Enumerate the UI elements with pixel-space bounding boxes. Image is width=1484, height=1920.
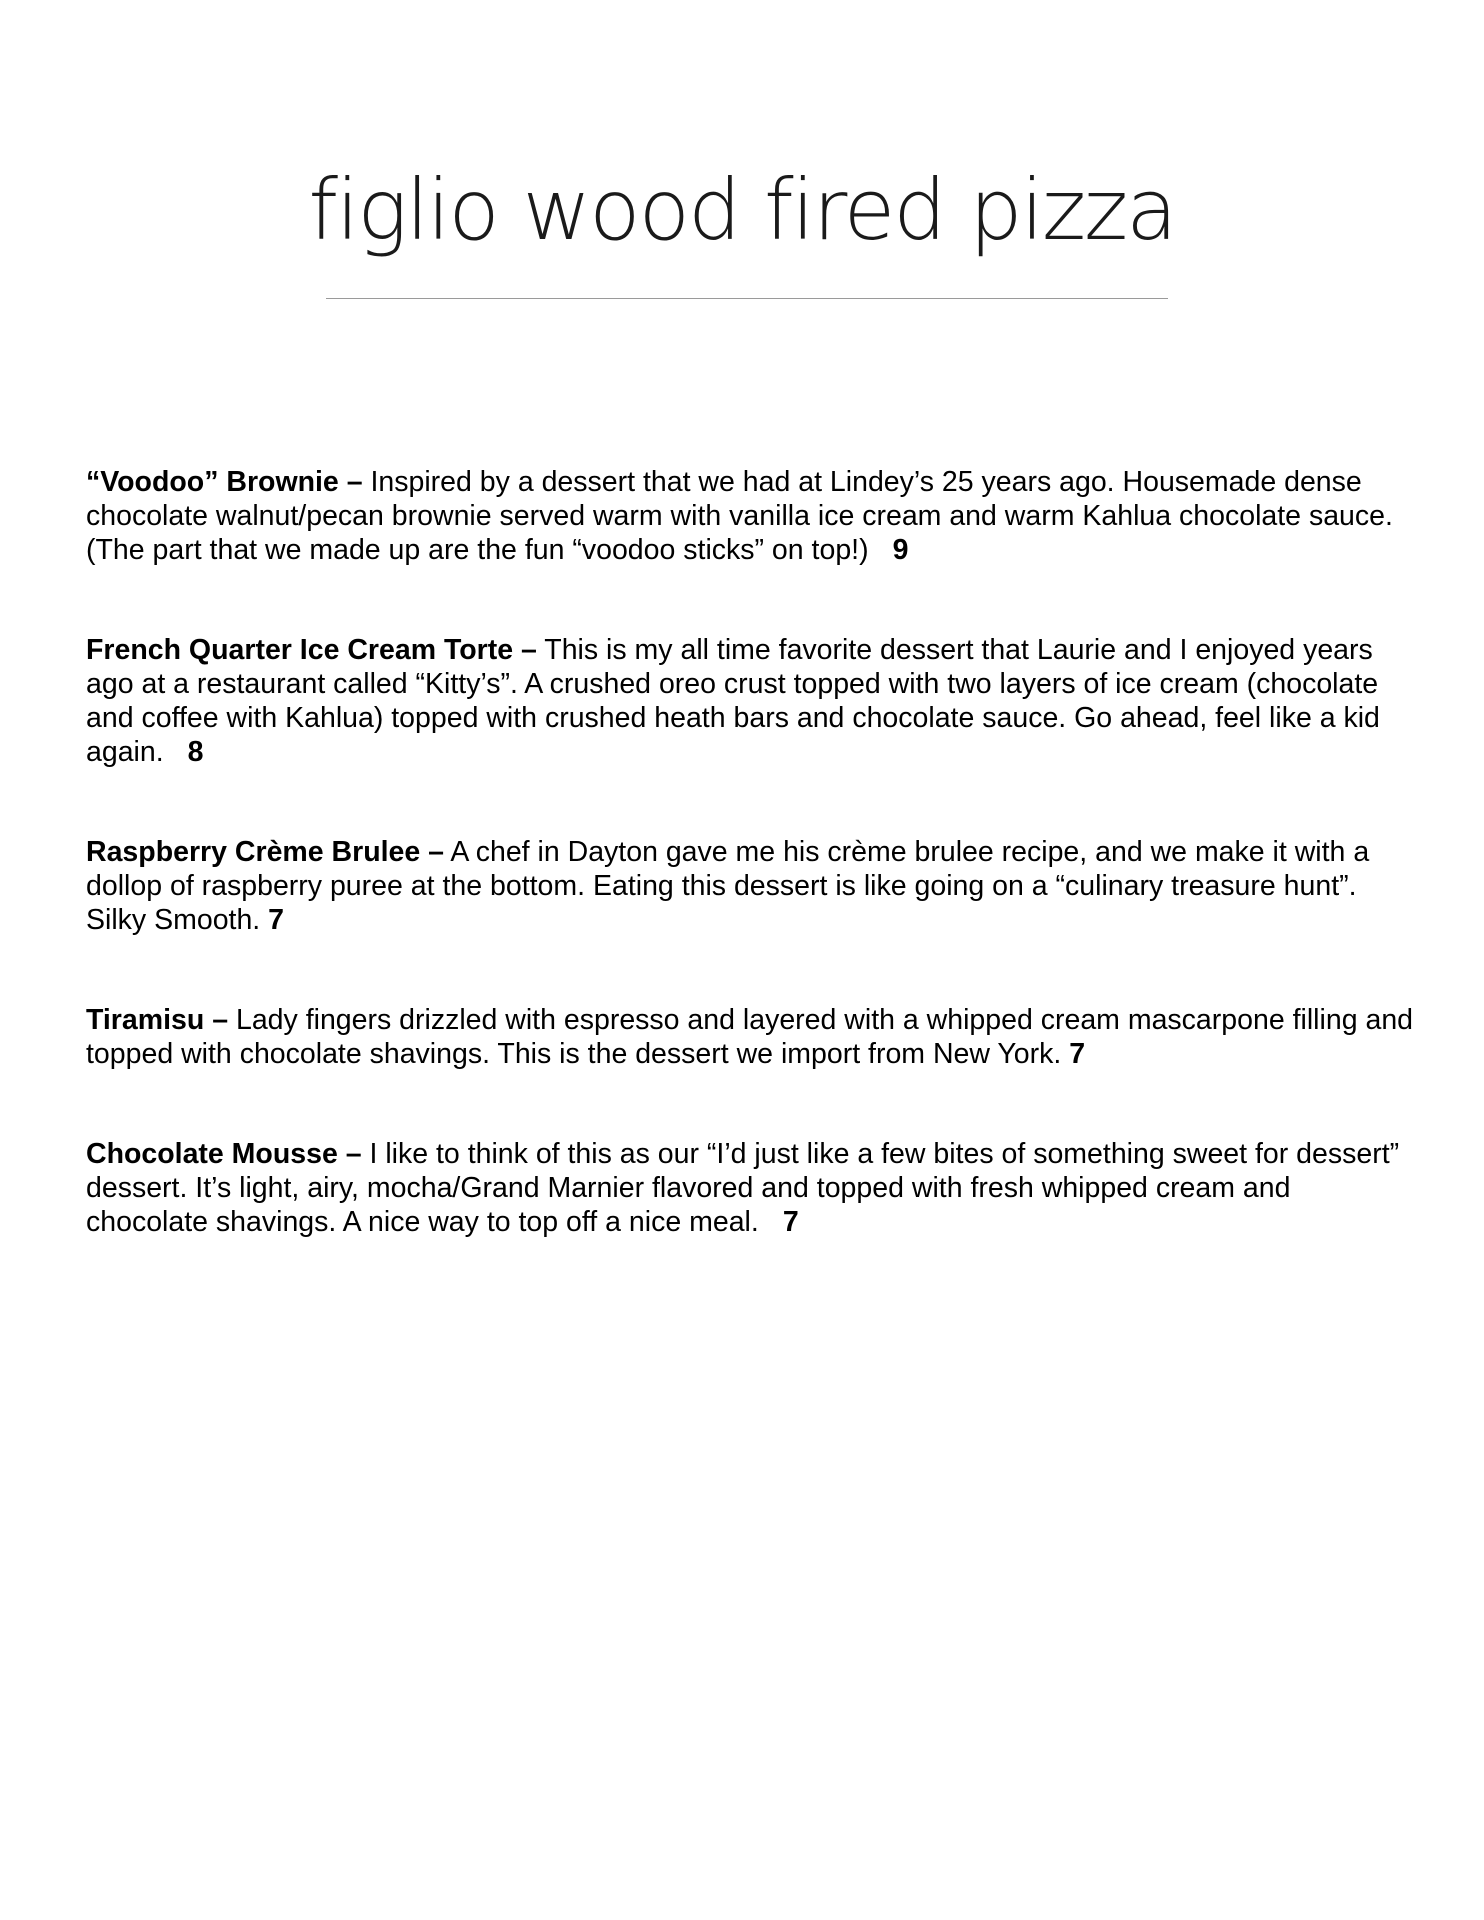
item-description: I like to think of this as our “I’d just like a few bites of something sweet for dessert” dessert. It’s light, airy, mocha/Grand Marnier flavored and topped with fresh whipped cream and chocolate shavings. A nice way to top off a nice meal. [86, 1138, 1400, 1238]
item-description: Lady fingers drizzled with espresso and layered with a whipped cream mascarpone filling and topped with chocolate shavings. This is the dessert we import from New York. [86, 1004, 1414, 1070]
item-price: 7 [268, 904, 285, 936]
item-price: 9 [892, 534, 909, 566]
item-description: A chef in Dayton gave me his crème brulee recipe, and we make it with a dollop of raspberry puree at the bottom. Eating this dessert is like going on a “culinary treasure hunt”. Silky Smooth. [86, 836, 1370, 936]
menu-item-tiramisu [86, 1003, 1416, 1071]
page-title: figlio wood fired pizza [308, 161, 1176, 259]
item-name: French Quarter Ice Cream Torte – [86, 634, 537, 666]
item-price: 8 [187, 736, 204, 768]
dessert-menu [86, 465, 1416, 1305]
item-name: Chocolate Mousse – [86, 1138, 362, 1170]
title-divider [326, 298, 1168, 299]
item-price: 7 [782, 1206, 799, 1238]
menu-item-chocolate-mousse [86, 1137, 1416, 1239]
menu-item-french-quarter-torte [86, 633, 1416, 769]
item-name: Raspberry Crème Brulee – [86, 836, 445, 868]
menu-item-voodoo-brownie [86, 465, 1416, 567]
item-description: Inspired by a dessert that we had at Lindey’s 25 years ago. Housemade dense chocolate walnut/pecan brownie served warm with vanilla ice cream and warm Kahlua chocolate sauce. (The part that we made up are the fun “voodoo sticks” on top!) [86, 466, 1393, 566]
item-price: 7 [1069, 1038, 1086, 1070]
menu-item-raspberry-creme-brulee [86, 835, 1416, 937]
item-name: Tiramisu – [86, 1004, 229, 1036]
item-name: “Voodoo” Brownie – [86, 466, 363, 498]
item-description: This is my all time favorite dessert that Laurie and I enjoyed years ago at a restaurant called “Kitty’s”. A crushed oreo crust topped with two layers of ice cream (chocolate and coffee with Kahlua) topped with crushed heath bars and chocolate sauce. Go ahead, feel like a kid again. [86, 634, 1380, 768]
